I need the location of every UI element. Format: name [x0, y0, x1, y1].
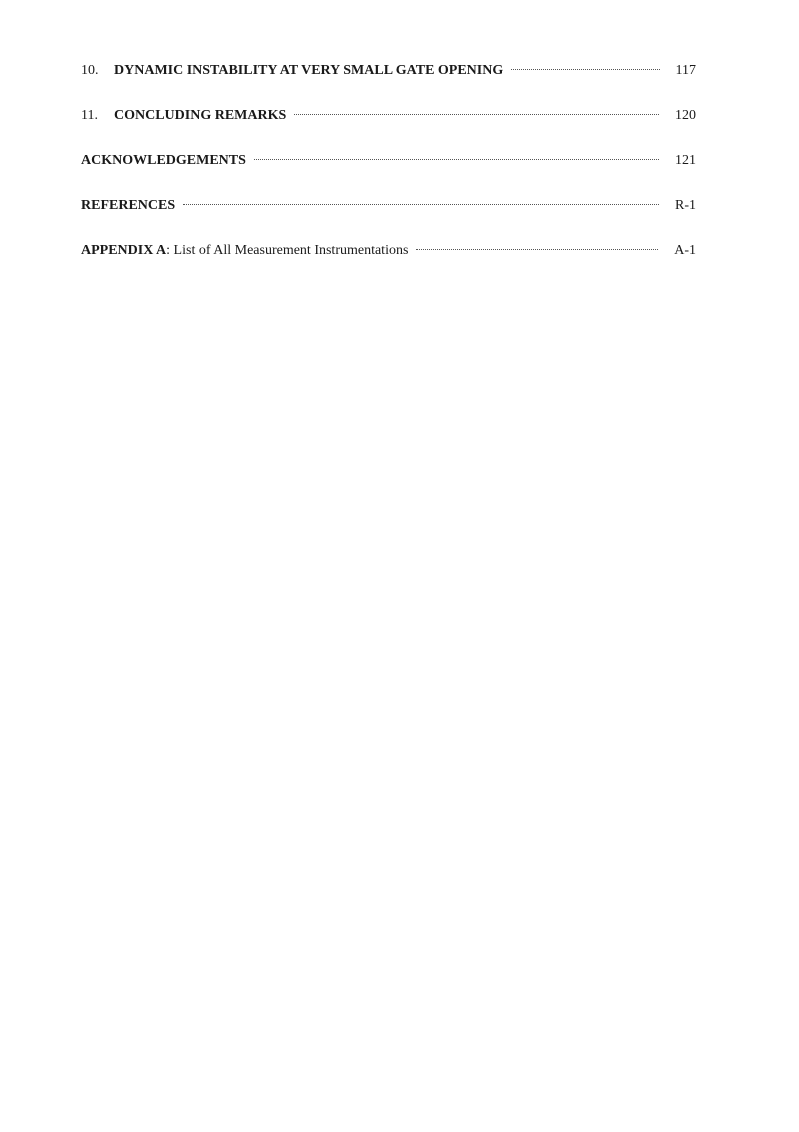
toc-entry-subtitle: : List of All Measurement Instrumentations: [166, 243, 409, 258]
toc-entry-title: APPENDIX A: [81, 243, 167, 258]
toc-entry-acknowledgements: [81, 150, 696, 172]
toc-entry-page: 121: [675, 153, 696, 168]
dot-leader: [511, 69, 659, 70]
toc-entry-appendix-a: [81, 240, 696, 262]
toc-entry-title-group: [81, 240, 408, 262]
toc-entry-title: REFERENCES: [81, 198, 176, 213]
dot-leader: [183, 204, 659, 205]
toc-entry-page: R-1: [675, 198, 696, 213]
toc-entry-page: 120: [675, 108, 696, 123]
toc-entry-title: CONCLUDING REMARKS: [114, 108, 287, 123]
dot-leader: [416, 249, 658, 250]
dot-leader: [254, 159, 659, 160]
toc-entry-references: [81, 195, 696, 217]
toc-entry-title: ACKNOWLEDGEMENTS: [81, 153, 246, 168]
toc-entry-page: A-1: [674, 243, 696, 258]
toc-entry-number: 11.: [81, 108, 98, 123]
toc-entry-number: 10.: [81, 63, 99, 78]
dot-leader: [294, 114, 659, 115]
toc-entry-dynamic-instability: [81, 60, 696, 82]
table-of-contents: [81, 60, 696, 285]
toc-entry-title: DYNAMIC INSTABILITY AT VERY SMALL GATE OPENING: [114, 63, 504, 78]
toc-entry-page: 117: [675, 63, 696, 78]
toc-entry-concluding-remarks: [81, 105, 696, 127]
